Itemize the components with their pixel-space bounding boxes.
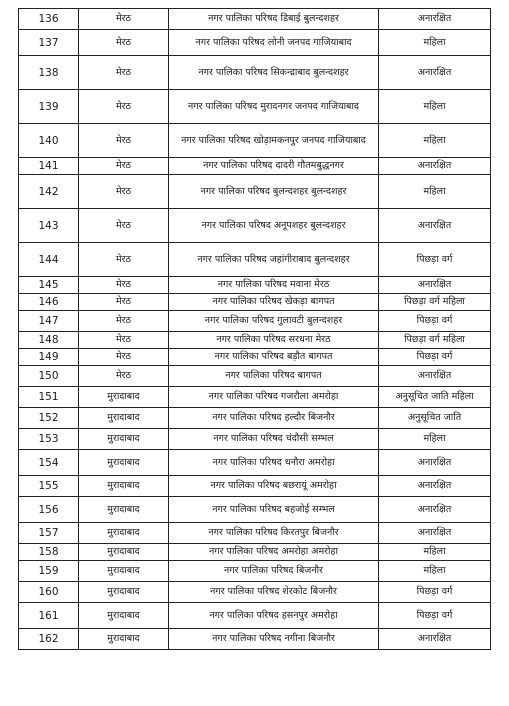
table-row xyxy=(19,349,491,366)
reservation-category: अनारक्षित xyxy=(379,497,491,523)
reservation-category: अनारक्षित xyxy=(379,476,491,497)
reservation-category: महिला xyxy=(379,544,491,561)
municipality-name: नगर पालिका परिषद खोड़ामकनपुर जनपद गाजियाबाद xyxy=(169,124,379,158)
municipality-name: नगर पालिका परिषद गजरौला अमरोहा xyxy=(169,387,379,408)
municipality-name: नगर पालिका परिषद बागपत xyxy=(169,366,379,387)
municipality-name: नगर पालिका परिषद शेरकोट बिजनौर xyxy=(169,582,379,603)
reservation-category: अनारक्षित xyxy=(379,9,491,30)
municipality-name: नगर पालिका परिषद नगीना बिजनौर xyxy=(169,629,379,650)
municipality-name: नगर पालिका परिषद हल्दौर बिजनौर xyxy=(169,408,379,429)
reservation-category: अनारक्षित xyxy=(379,158,491,175)
division-name: मुरादाबाद xyxy=(79,629,169,650)
table-row xyxy=(19,30,491,56)
municipality-name: नगर पालिका परिषद अमरोहा अमरोहा xyxy=(169,544,379,561)
reservation-category: पिछड़ा वर्ग xyxy=(379,603,491,629)
municipality-name: नगर पालिका परिषद बहजोई सम्भल xyxy=(169,497,379,523)
table-row xyxy=(19,582,491,603)
reservation-category: अनारक्षित xyxy=(379,56,491,90)
reservation-category: पिछड़ा वर्ग महिला xyxy=(379,294,491,311)
table-row xyxy=(19,332,491,349)
reservation-category: अनारक्षित xyxy=(379,366,491,387)
table-row xyxy=(19,450,491,476)
division-name: मेरठ xyxy=(79,366,169,387)
reservation-category: पिछड़ा वर्ग xyxy=(379,349,491,366)
table-row xyxy=(19,408,491,429)
row-number: 161 xyxy=(19,603,79,629)
row-number: 140 xyxy=(19,124,79,158)
table-row xyxy=(19,90,491,124)
row-number: 145 xyxy=(19,277,79,294)
reservation-category: अनारक्षित xyxy=(379,450,491,476)
table-row xyxy=(19,243,491,277)
table-row xyxy=(19,629,491,650)
reservation-category: अनारक्षित xyxy=(379,277,491,294)
table-row xyxy=(19,497,491,523)
row-number: 152 xyxy=(19,408,79,429)
row-number: 156 xyxy=(19,497,79,523)
row-number: 143 xyxy=(19,209,79,243)
row-number: 148 xyxy=(19,332,79,349)
division-name: मेरठ xyxy=(79,9,169,30)
division-name: मुरादाबाद xyxy=(79,450,169,476)
division-name: मुरादाबाद xyxy=(79,561,169,582)
reservation-category: महिला xyxy=(379,90,491,124)
reservation-category: पिछड़ा वर्ग xyxy=(379,582,491,603)
table-row xyxy=(19,209,491,243)
municipality-name: नगर पालिका परिषद मवाना मेरठ xyxy=(169,277,379,294)
table-row xyxy=(19,277,491,294)
reservation-category: महिला xyxy=(379,429,491,450)
municipality-name: नगर पालिका परिषद गुलावटी बुलन्दशहर xyxy=(169,311,379,332)
division-name: मेरठ xyxy=(79,175,169,209)
table-row xyxy=(19,175,491,209)
division-name: मेरठ xyxy=(79,243,169,277)
reservation-category: अनुसूचित जाति xyxy=(379,408,491,429)
table-body xyxy=(19,9,491,650)
table-row xyxy=(19,429,491,450)
table-row xyxy=(19,544,491,561)
division-name: मेरठ xyxy=(79,332,169,349)
row-number: 141 xyxy=(19,158,79,175)
division-name: मेरठ xyxy=(79,209,169,243)
row-number: 139 xyxy=(19,90,79,124)
table-row xyxy=(19,124,491,158)
municipality-name: नगर पालिका परिषद लोनी जनपद गाजियाबाद xyxy=(169,30,379,56)
row-number: 142 xyxy=(19,175,79,209)
division-name: मुरादाबाद xyxy=(79,476,169,497)
division-name: मुरादाबाद xyxy=(79,408,169,429)
table-row xyxy=(19,523,491,544)
reservation-category: महिला xyxy=(379,124,491,158)
municipality-name: नगर पालिका परिषद सिकन्द्राबाद बुलन्दशहर xyxy=(169,56,379,90)
municipality-name: नगर पालिका परिषद बिजनौर xyxy=(169,561,379,582)
row-number: 150 xyxy=(19,366,79,387)
row-number: 151 xyxy=(19,387,79,408)
row-number: 155 xyxy=(19,476,79,497)
division-name: मेरठ xyxy=(79,30,169,56)
reservation-category: महिला xyxy=(379,561,491,582)
municipality-name: नगर पालिका परिषद बड़ौत बागपत xyxy=(169,349,379,366)
municipality-name: नगर पालिका परिषद बुलन्दशहर बुलन्दशहर xyxy=(169,175,379,209)
municipality-name: नगर पालिका परिषद बछरायूं अमरोहा xyxy=(169,476,379,497)
row-number: 146 xyxy=(19,294,79,311)
row-number: 160 xyxy=(19,582,79,603)
division-name: मेरठ xyxy=(79,294,169,311)
row-number: 154 xyxy=(19,450,79,476)
table-row xyxy=(19,9,491,30)
reservation-category: अनारक्षित xyxy=(379,209,491,243)
division-name: मेरठ xyxy=(79,349,169,366)
row-number: 144 xyxy=(19,243,79,277)
row-number: 153 xyxy=(19,429,79,450)
table-row xyxy=(19,366,491,387)
row-number: 149 xyxy=(19,349,79,366)
municipality-name: नगर पालिका परिषद चंदौसी सम्भल xyxy=(169,429,379,450)
division-name: मेरठ xyxy=(79,56,169,90)
municipality-name: नगर पालिका परिषद किरतपुर बिजनौर xyxy=(169,523,379,544)
municipality-name: नगर पालिका परिषद हसनपुर अमरोहा xyxy=(169,603,379,629)
reservation-category: अनुसूचित जाति महिला xyxy=(379,387,491,408)
division-name: मुरादाबाद xyxy=(79,582,169,603)
division-name: मुरादाबाद xyxy=(79,544,169,561)
row-number: 138 xyxy=(19,56,79,90)
row-number: 136 xyxy=(19,9,79,30)
municipality-name: नगर पालिका परिषद धनौरा अमरोहा xyxy=(169,450,379,476)
table-row xyxy=(19,294,491,311)
division-name: मुरादाबाद xyxy=(79,387,169,408)
table-row xyxy=(19,476,491,497)
division-name: मुरादाबाद xyxy=(79,603,169,629)
reservation-category: महिला xyxy=(379,175,491,209)
reservation-category: अनारक्षित xyxy=(379,523,491,544)
row-number: 147 xyxy=(19,311,79,332)
row-number: 137 xyxy=(19,30,79,56)
row-number: 162 xyxy=(19,629,79,650)
division-name: मेरठ xyxy=(79,277,169,294)
row-number: 159 xyxy=(19,561,79,582)
table-row xyxy=(19,158,491,175)
division-name: मेरठ xyxy=(79,311,169,332)
reservation-category: पिछड़ा वर्ग xyxy=(379,311,491,332)
table-row xyxy=(19,56,491,90)
municipality-name: नगर पालिका परिषद खेकड़ा बागपत xyxy=(169,294,379,311)
division-name: मेरठ xyxy=(79,158,169,175)
municipality-name: नगर पालिका परिषद दादरी गौतमबुद्धनगर xyxy=(169,158,379,175)
table-row xyxy=(19,311,491,332)
row-number: 158 xyxy=(19,544,79,561)
reservation-category: पिछड़ा वर्ग xyxy=(379,243,491,277)
table-row xyxy=(19,561,491,582)
division-name: मुरादाबाद xyxy=(79,429,169,450)
reservation-table-sheet xyxy=(18,8,490,650)
division-name: मुरादाबाद xyxy=(79,523,169,544)
table-row xyxy=(19,603,491,629)
reservation-category: पिछड़ा वर्ग महिला xyxy=(379,332,491,349)
reservation-table xyxy=(18,8,491,650)
municipality-name: नगर पालिका परिषद डिबाई बुलन्दशहर xyxy=(169,9,379,30)
division-name: मेरठ xyxy=(79,124,169,158)
municipality-name: नगर पालिका परिषद अनूपशहर बुलन्दशहर xyxy=(169,209,379,243)
municipality-name: नगर पालिका परिषद मुरादनगर जनपद गाजियाबाद xyxy=(169,90,379,124)
division-name: मेरठ xyxy=(79,90,169,124)
reservation-category: महिला xyxy=(379,30,491,56)
municipality-name: नगर पालिका परिषद सरधना मेरठ xyxy=(169,332,379,349)
row-number: 157 xyxy=(19,523,79,544)
municipality-name: नगर पालिका परिषद जहांगीराबाद बुलन्दशहर xyxy=(169,243,379,277)
reservation-category: अनारक्षित xyxy=(379,629,491,650)
table-row xyxy=(19,387,491,408)
division-name: मुरादाबाद xyxy=(79,497,169,523)
